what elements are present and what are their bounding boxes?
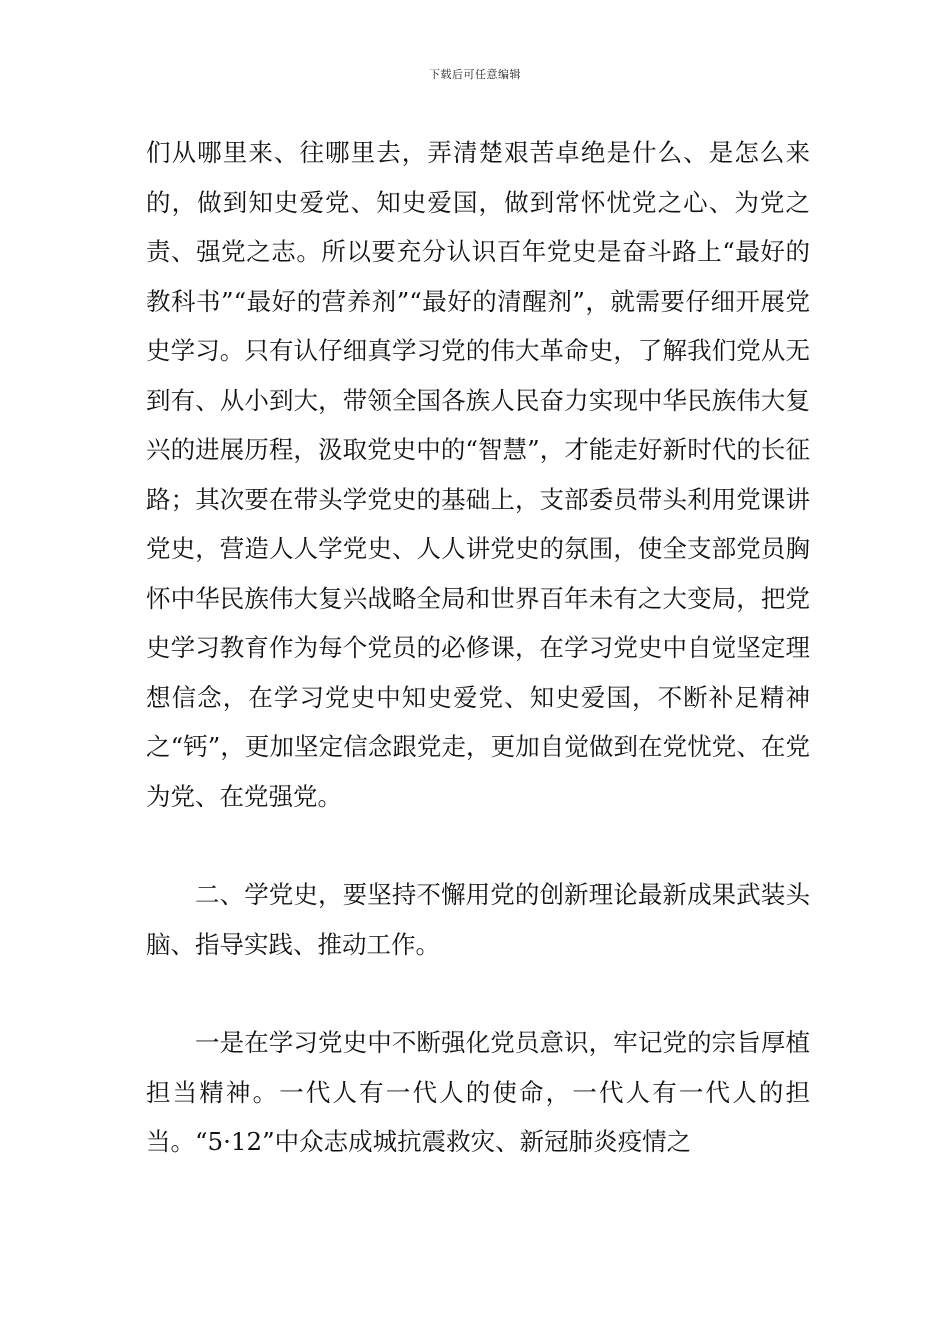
paragraph-spacer — [146, 821, 810, 870]
page-header: 下载后可任意编辑 — [429, 68, 521, 81]
paragraph-continuation: 们从哪里来、往哪里去，弄清楚艰苦卓绝是什么、是怎么来的，做到知史爱党、知史爱国，做到常怀忧党之心、为党之责、强党之志。所以要充分认识百年党史是奋斗路上“最好的教科书”“最好的营养剂”“最好的清醒剂”，就需要仔细开展党史学习。只有认仔细真学习党的伟大革命史，了解我们党从无到有、从小到大，带领全国各族人民奋力实现中华民族伟大复兴的进展历程，汲取党史中的“智慧”，才能走好新时代的长征路；其次要在带头学党史的基础上，支部委员带头利用党课讲党史，营造人人学党史、人人讲党史的氛围，使全支部党员胸怀中华民族伟大复兴战略全局和世界百年未有之大变局，把党史学习教育作为每个党员的必修课，在学习党史中自觉坚定理想信念，在学习党史中知史爱党、知史爱国，不断补足精神之“钙”，更加坚定信念跟党走，更加自觉做到在党忧党、在党为党、在党强党。 — [146, 138, 810, 811]
paragraph-spacer — [146, 969, 810, 1018]
section-heading-two: 二、学党史，要坚持不懈用党的创新理论最新成果武装头脑、指导实践、推动工作。 — [146, 880, 810, 959]
document-body — [146, 128, 810, 1167]
paragraph-point-one: 一是在学习党史中不断强化党员意识，牢记党的宗旨厚植担当精神。一代人有一代人的使命，一代人有一代人的担当。“5·12”中众志成城抗震救灾、新冠肺炎疫情之 — [146, 1028, 810, 1156]
